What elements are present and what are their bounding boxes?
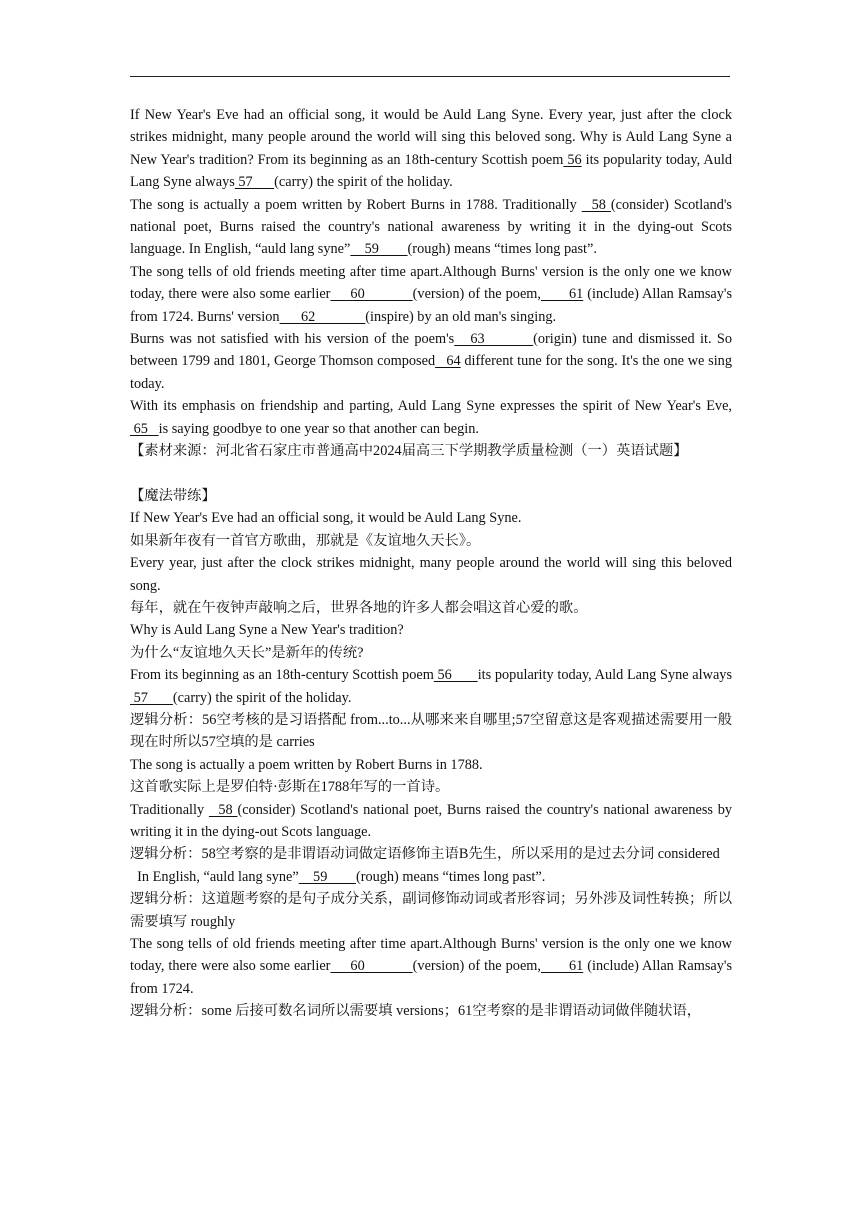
practice-sentence-59: In English, “auld lang syne” 59 (rough) means “times long past”.: [130, 868, 546, 885]
blank-58[interactable]: 58: [581, 196, 611, 213]
practice-blank-61[interactable]: 61: [540, 958, 584, 975]
passage-paragraph-4: Burns was not satisfied with his version of the poem's 63 (origin) tune and dismissed it. So between 1799 and 1801, George Thomson composed 64 different tune for the song. It's the one we sing today.: [130, 331, 733, 392]
practice-sentence-60: The song tells of old friends meeting after time apart.Although Burns' version is the only one we know today, there were also some earlier 60 (version) of the poem, 61 (include) Allan Ramsay's from 1724.: [130, 936, 733, 997]
practice-sentence-58: Traditionally 58 (consider) Scotland's national poet, Burns raised the country's national awareness by writing it in the dying-out Scots language.: [130, 801, 732, 840]
blank-65[interactable]: 65: [130, 420, 159, 437]
passage-paragraph-5: With its emphasis on friendship and parting, Auld Lang Syne expresses the spirit of New Year's Eve, 65 is saying goodbye to one year so that another can begin.: [130, 398, 732, 437]
analysis-56: 逻辑分析：56空考核的是习语搭配 from...to...从哪来来自哪里;57空留意这是客观描述需要用一般现在时所以57空填的是 carries: [130, 711, 732, 751]
section-title: 【魔法带练】: [130, 487, 216, 504]
header-rule: [130, 76, 730, 77]
sentence-en: Why is Auld Lang Syne a New Year's tradition?: [130, 622, 404, 639]
sentence-cn: 为什么“友谊地久天长”是新年的传统?: [130, 644, 364, 661]
sentence-cn: 如果新年夜有一首官方歌曲，那就是《友谊地久天长》。: [130, 532, 481, 549]
analysis-58: 逻辑分析：58空考察的是非谓语动词做定语修饰主语B先生，所以采用的是过去分词 considered: [130, 846, 720, 863]
practice-blank-57[interactable]: 57: [130, 689, 173, 706]
practice-blank-60[interactable]: 60: [330, 958, 413, 975]
blank-57[interactable]: 57: [234, 174, 275, 191]
sentence-cn: 每年，就在午夜钟声敲响之后，世界各地的许多人都会唱这首心爱的歌。: [130, 599, 588, 616]
practice-sentence-56: From its beginning as an 18th-century Scottish poem 56 its popularity today, Auld Lang Syne always 57 (carry) the spirit of the holiday.: [130, 667, 733, 706]
passage-paragraph-2: The song is actually a poem written by Robert Burns in 1788. Traditionally 58 (consider) Scotland's national poet, Burns raised the country's national awareness by writing it in the dying-out Scots language. In English, “auld lang syne” 59 (rough) means “times long past”.: [130, 196, 732, 258]
sentence-en: Every year, just after the clock strikes midnight, many people around the world will sing this beloved song.: [130, 555, 732, 594]
analysis-59: 逻辑分析：这道题考察的是句子成分关系，副词修饰动词或者形容词；另外涉及词性转换；所以需要填写 roughly: [130, 891, 732, 930]
blank-56[interactable]: 56: [563, 151, 582, 168]
practice-blank-59[interactable]: 59: [298, 868, 356, 885]
blank-60[interactable]: 60: [330, 286, 413, 303]
blank-59[interactable]: 59: [350, 241, 408, 258]
source-note: 【素材来源：河北省石家庄市普通高中2024届高三下学期教学质量检测（一）英语试题】: [130, 443, 688, 460]
document-body: [130, 104, 732, 1023]
blank-62[interactable]: 62: [279, 308, 366, 325]
passage-paragraph-1: If New Year's Eve had an official song, it would be Auld Lang Syne. Every year, just after the clock strikes midnight, many people around the world will sing this beloved song. Why is Auld Lang Syne a New Year's tradition? From its beginning as an 18th-century Scottish poem 56 its popularity today, Auld Lang Syne always 57 (carry) the spirit of the holiday.: [130, 107, 732, 191]
blank-61[interactable]: 61: [540, 286, 584, 303]
analysis-60: 逻辑分析：some 后接可数名词所以需要填 versions；61空考察的是非谓语动词做伴随状语，: [130, 1003, 702, 1020]
practice-blank-58[interactable]: 58: [208, 801, 238, 818]
spacer: [130, 463, 732, 485]
practice-blank-56[interactable]: 56: [433, 667, 478, 684]
blank-64[interactable]: 64: [435, 353, 461, 370]
passage-paragraph-3: The song tells of old friends meeting after time apart.Although Burns' version is the only one we know today, there were also some earlier 60 (version) of the poem, 61 (include) Allan Ramsay's from 1724. Burns' version 62 (inspire) by an old man's singing.: [130, 263, 733, 325]
sentence-en: If New Year's Eve had an official song, it would be Auld Lang Syne.: [130, 510, 522, 527]
sentence-en: The song is actually a poem written by Robert Burns in 1788.: [130, 756, 483, 773]
sentence-cn: 这首歌实际上是罗伯特·彭斯在1788年写的一首诗。: [130, 779, 450, 796]
blank-63[interactable]: 63: [454, 331, 534, 348]
